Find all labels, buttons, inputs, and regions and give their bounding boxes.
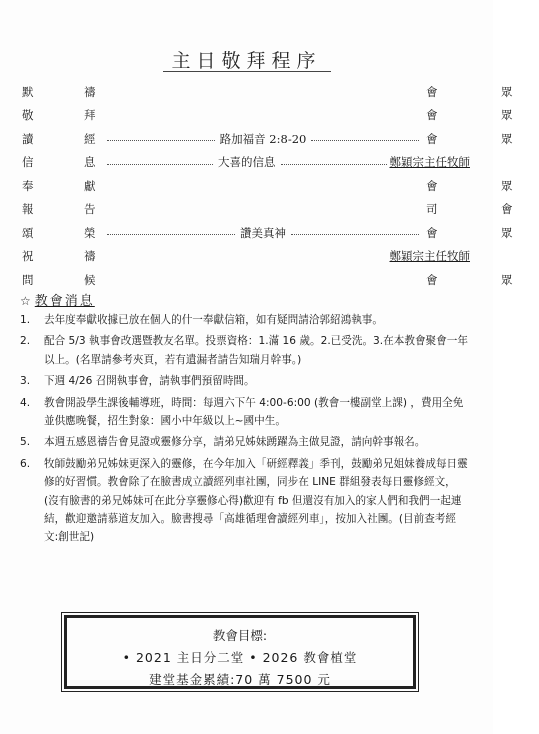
order-responsible: 會 眾 [426,131,539,146]
order-row [22,245,470,269]
order-responsible: 會 眾 [426,272,539,287]
order-responsible: 會 眾 [426,84,539,99]
order-label-char-2: 息 [84,155,96,170]
order-label-char-2: 禱 [84,84,96,99]
order-label-char-1: 信 [22,155,34,170]
church-goal-box [64,615,416,689]
order-responsible: 會 眾 [426,108,539,123]
order-label-char-2: 告 [84,202,96,217]
dot-leader [104,209,422,210]
order-label-char-1: 讀 [22,131,34,146]
news-item-number: 5. [20,436,31,449]
order-responsible: 會 眾 [426,225,539,240]
order-detail: 路加福音 2:8-20 [219,131,307,146]
news-item-text: 下週 4/26 召開執事會，請執事們預留時間。 [44,375,255,388]
dot-leader [104,279,422,280]
order-label-char-2: 獻 [84,178,96,193]
order-row [22,174,539,198]
news-item [20,311,470,329]
dot-leader [104,154,390,170]
news-item [20,332,470,369]
news-item-number: 3. [20,375,31,388]
order-row [22,80,539,104]
dot-leader [104,225,422,241]
dot-leader [104,185,422,186]
order-responsible: 司 會 [426,202,539,217]
order-row [22,127,539,151]
news-item [20,372,470,390]
goal-line-2: 建堂基金累績:70 萬 7500 元 [149,672,331,687]
news-item-text: 本週五感恩禱告會見證或靈修分享，請弟兄姊妹踴躍為主做見證，請向幹事報名。 [44,436,426,449]
order-row [22,104,539,128]
order-row [22,221,539,245]
order-row [22,268,539,292]
news-item-text: 配合 5/3 執事會改選暨教友名單。投票資格：1.滿 16 歲。2.已受洗。3.在本教會聚會一年以上。(名單請參考夾頁，若有遺漏者請告知瑞月幹事。) [44,335,468,366]
order-label-char-1: 奉 [22,178,34,193]
order-label-char-1: 默 [22,84,34,99]
news-item-text: 去年度奉獻收據已放在個人的什一奉獻信箱，如有疑問請洽郭紹鴻執事。 [44,314,383,326]
order-label-char-1: 祝 [22,249,34,264]
news-item [20,433,470,451]
news-item-text: 牧師鼓勵弟兄姊妹更深入的靈修，在今年加入「研經釋義」季刊，鼓勵弟兄姐妹養成每日靈修的好習慣。教會除了在臉書成立讀經列車社團，同步在 LINE 群組發表每日靈修經文，(沒有臉書的弟兄姊妹可在此分享靈修心得)歡迎有 fb 但還沒有加入的家人們和我們一起連結，歡迎邀請慕道友加入。臉書搜尋「高雄循理會讀經列車」，按加入社團。(目前查考經文:創世記) [44,457,468,544]
order-label-char-1: 頌 [22,225,34,240]
order-label-char-2: 拜 [84,108,96,123]
title-underline [163,71,331,72]
order-label-char-2: 禱 [84,249,96,264]
news-item-text: 教會開設學生課後輔導班，時間：每週六下午 4:00-6:00 (教會一樓副堂上課) ，費用全免並供應晚餐，招生對象：國小中年級以上~國中生。 [44,396,464,428]
dot-leader [104,256,390,257]
star-icon: ☆ [20,294,33,308]
order-responsible: 鄭穎宗主任牧師 [389,249,470,264]
worship-order [22,80,539,292]
order-label-char-1: 報 [22,202,34,217]
order-label-char-1: 敬 [22,108,34,123]
news-item-number: 1. [20,314,31,326]
page-title: 主日敬拜程序 [171,50,322,72]
order-label-char-2: 榮 [84,225,96,240]
news-item [20,455,470,547]
order-detail: 大喜的信息 [218,155,276,170]
goal-line-1: • 2021 主日分二堂 • 2026 教會植堂 [122,650,358,665]
dot-leader [104,131,422,147]
order-responsible: 鄭穎宗主任牧師 [389,155,470,170]
news-item [20,394,470,431]
order-row [22,198,539,222]
order-row [22,151,470,175]
news-item-number: 2. [20,335,31,348]
news-heading [20,290,95,309]
order-label-char-1: 問 [22,272,34,287]
news-list [20,311,470,550]
news-heading-text: 教會消息 [34,294,95,309]
goal-title: 教會目標: [212,628,268,643]
dot-leader [104,91,422,92]
order-label-char-2: 候 [84,272,96,287]
news-item-number: 6. [20,457,31,470]
dot-leader [104,115,422,116]
order-detail: 讚美真神 [240,225,286,240]
order-label-char-2: 經 [84,131,96,146]
order-responsible: 會 眾 [426,178,539,193]
news-item-number: 4. [20,396,31,409]
